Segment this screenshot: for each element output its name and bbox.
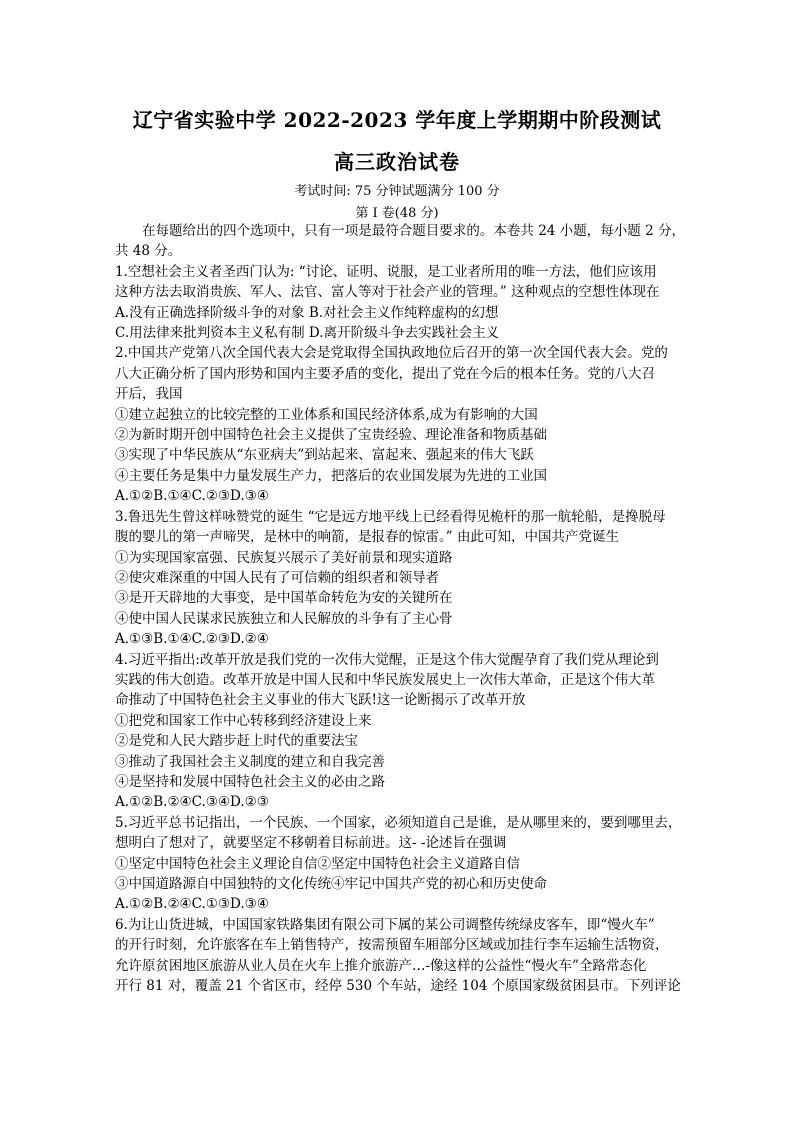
text-line: 命推动了中国特色社会主义事业的伟大飞跃!这一论断揭示了改革开放 xyxy=(115,692,526,709)
text-line: 这种方法去取消贵族、军人、法官、富人等对于社会产业的管理。” 这种观点的空想性体现在 xyxy=(115,284,660,301)
question-lines xyxy=(115,262,685,997)
exam-body xyxy=(115,221,685,996)
text-line: ①把党和国家工作中心转移到经济建设上来 xyxy=(115,712,372,729)
text-line: 允许原贫困地区旅游从业人员在火车上推介旅游产…-像这样的公益性“慢火车”全路常态化 xyxy=(115,957,647,974)
exam-title: 辽宁省实验中学 2022-2023 学年度上学期期中阶段测试 xyxy=(132,108,662,132)
text-line: 4.习近平指出:改革开放是我们党的一次伟大觉醒，正是这个伟大觉醒孕育了我们党从理论到 xyxy=(115,651,659,668)
text-line: ③中国道路源自中国独特的文化传统④牢记中国共产党的初心和历史使命 xyxy=(115,876,547,892)
text-line: A.①②B.②④C.①③D.③④ xyxy=(115,896,269,913)
text-line: A.①③B.①④C.②③D.②④ xyxy=(115,631,269,648)
text-line: 开后，我国 xyxy=(115,386,183,403)
text-line: ①建立起独立的比较完整的工业体系和国民经济体系,成为有影响的大国 xyxy=(115,406,538,423)
text-line: ③实现了中华民族从“东亚病夫”到站起来、富起来、强起来的伟大飞跃 xyxy=(115,447,534,464)
text-line: A.没有正确选择阶级斗争的对象 B.对社会主义作纯粹虚构的幻想 xyxy=(115,304,499,321)
text-line: 实践的伟大创造。改革开放是中国人民和中华民族发展史上一次伟大革命，正是这个伟大革 xyxy=(115,671,655,688)
text-line: ④使中国人民谋求民族独立和人民解放的斗争有了主心骨 xyxy=(115,610,453,627)
text-line: 5.习近平总书记指出，一个民族、一个国家，必须知道自己是谁，是从哪里来的，要到哪里去， xyxy=(115,814,682,831)
instructions: 在每题给出的四个选项中，只有一项是最符合题目要求的。本卷共 24 小题，每小题 2 分，共 48 分。 xyxy=(115,223,685,260)
text-line: 开行 81 对，覆盖 21 个省区市，经停 530 个车站，途经 104 个原国家级贫困县市。下列评论 xyxy=(115,978,681,995)
text-line: 八大正确分析了国内形势和国内主要矛盾的变化，提出了党在今后的根本任务。党的八大召 xyxy=(115,365,655,382)
section-heading: 第 I 卷(48 分) xyxy=(355,206,439,221)
exam-info: 考试时间: 75 分钟试题满分 100 分 xyxy=(294,184,500,199)
exam-subtitle: 高三政治试卷 xyxy=(334,150,460,174)
text-line: 2.中国共产党第八次全国代表大会是党取得全国执政地位后召开的第一次全国代表大会。党的 xyxy=(115,345,668,362)
text-line: ③是开天辟地的大事变，是中国革命转危为安的关键所在 xyxy=(115,590,453,607)
text-line: ②使灾难深重的中国人民有了可信赖的组织者和领导者 xyxy=(115,569,439,586)
text-line: ④主要任务是集中力量发展生产力，把落后的农业国发展为先进的工业国 xyxy=(115,467,547,484)
text-line: 的开行时刻，允许旅客在车上销售特产，按需预留车厢部分区域或加挂行李车运输生活物资， xyxy=(115,937,669,954)
text-line: ②是党和人民大踏步赶上时代的重要法宝 xyxy=(115,733,358,750)
text-line: A.①②B.①④C.②③D.③④ xyxy=(115,488,269,505)
text-line: ①为实现国家富强、民族复兴展示了美好前景和现实道路 xyxy=(115,549,453,566)
text-line: A.①②B.②④C.③④D.②③ xyxy=(115,794,269,811)
text-line: ③推动了我国社会主义制度的建立和自我完善 xyxy=(115,753,385,770)
text-line: ①坚定中国特色社会主义理论自信②坚定中国特色社会主义道路自信 xyxy=(115,855,520,872)
text-line: C.用法律来批判资本主义私有制 D.离开阶级斗争去实践社会主义 xyxy=(115,325,500,342)
text-line: 腹的婴儿的第一声啼哭，是林中的响箭，是报春的惊雷。” 由此可知，中国共产党诞生 xyxy=(115,529,619,546)
text-line: 6.为让山货进城，中国国家铁路集团有限公司下属的某公司调整传统绿皮客车，即“慢火车” xyxy=(115,916,655,933)
text-line: 3.鲁迅先生曾这样咏赞党的诞生 “它是远方地平线上已经看得见桅杆的那一航轮船，是搀脱母 xyxy=(115,508,666,525)
text-line: ④是坚持和发展中国特色社会主义的必由之路 xyxy=(115,773,385,790)
text-line: 想明白了想对了，就要坚定不移朝着目标前进。这- -论述旨在强调 xyxy=(115,835,507,852)
text-line: 1.空想社会主义者圣西门认为: “讨论、证明、说服，是工业者所用的唯一方法，他们应该用 xyxy=(115,263,657,280)
text-line: ②为新时期开创中国特色社会主义提供了宝贵经验、理论准备和物质基础 xyxy=(115,427,547,444)
